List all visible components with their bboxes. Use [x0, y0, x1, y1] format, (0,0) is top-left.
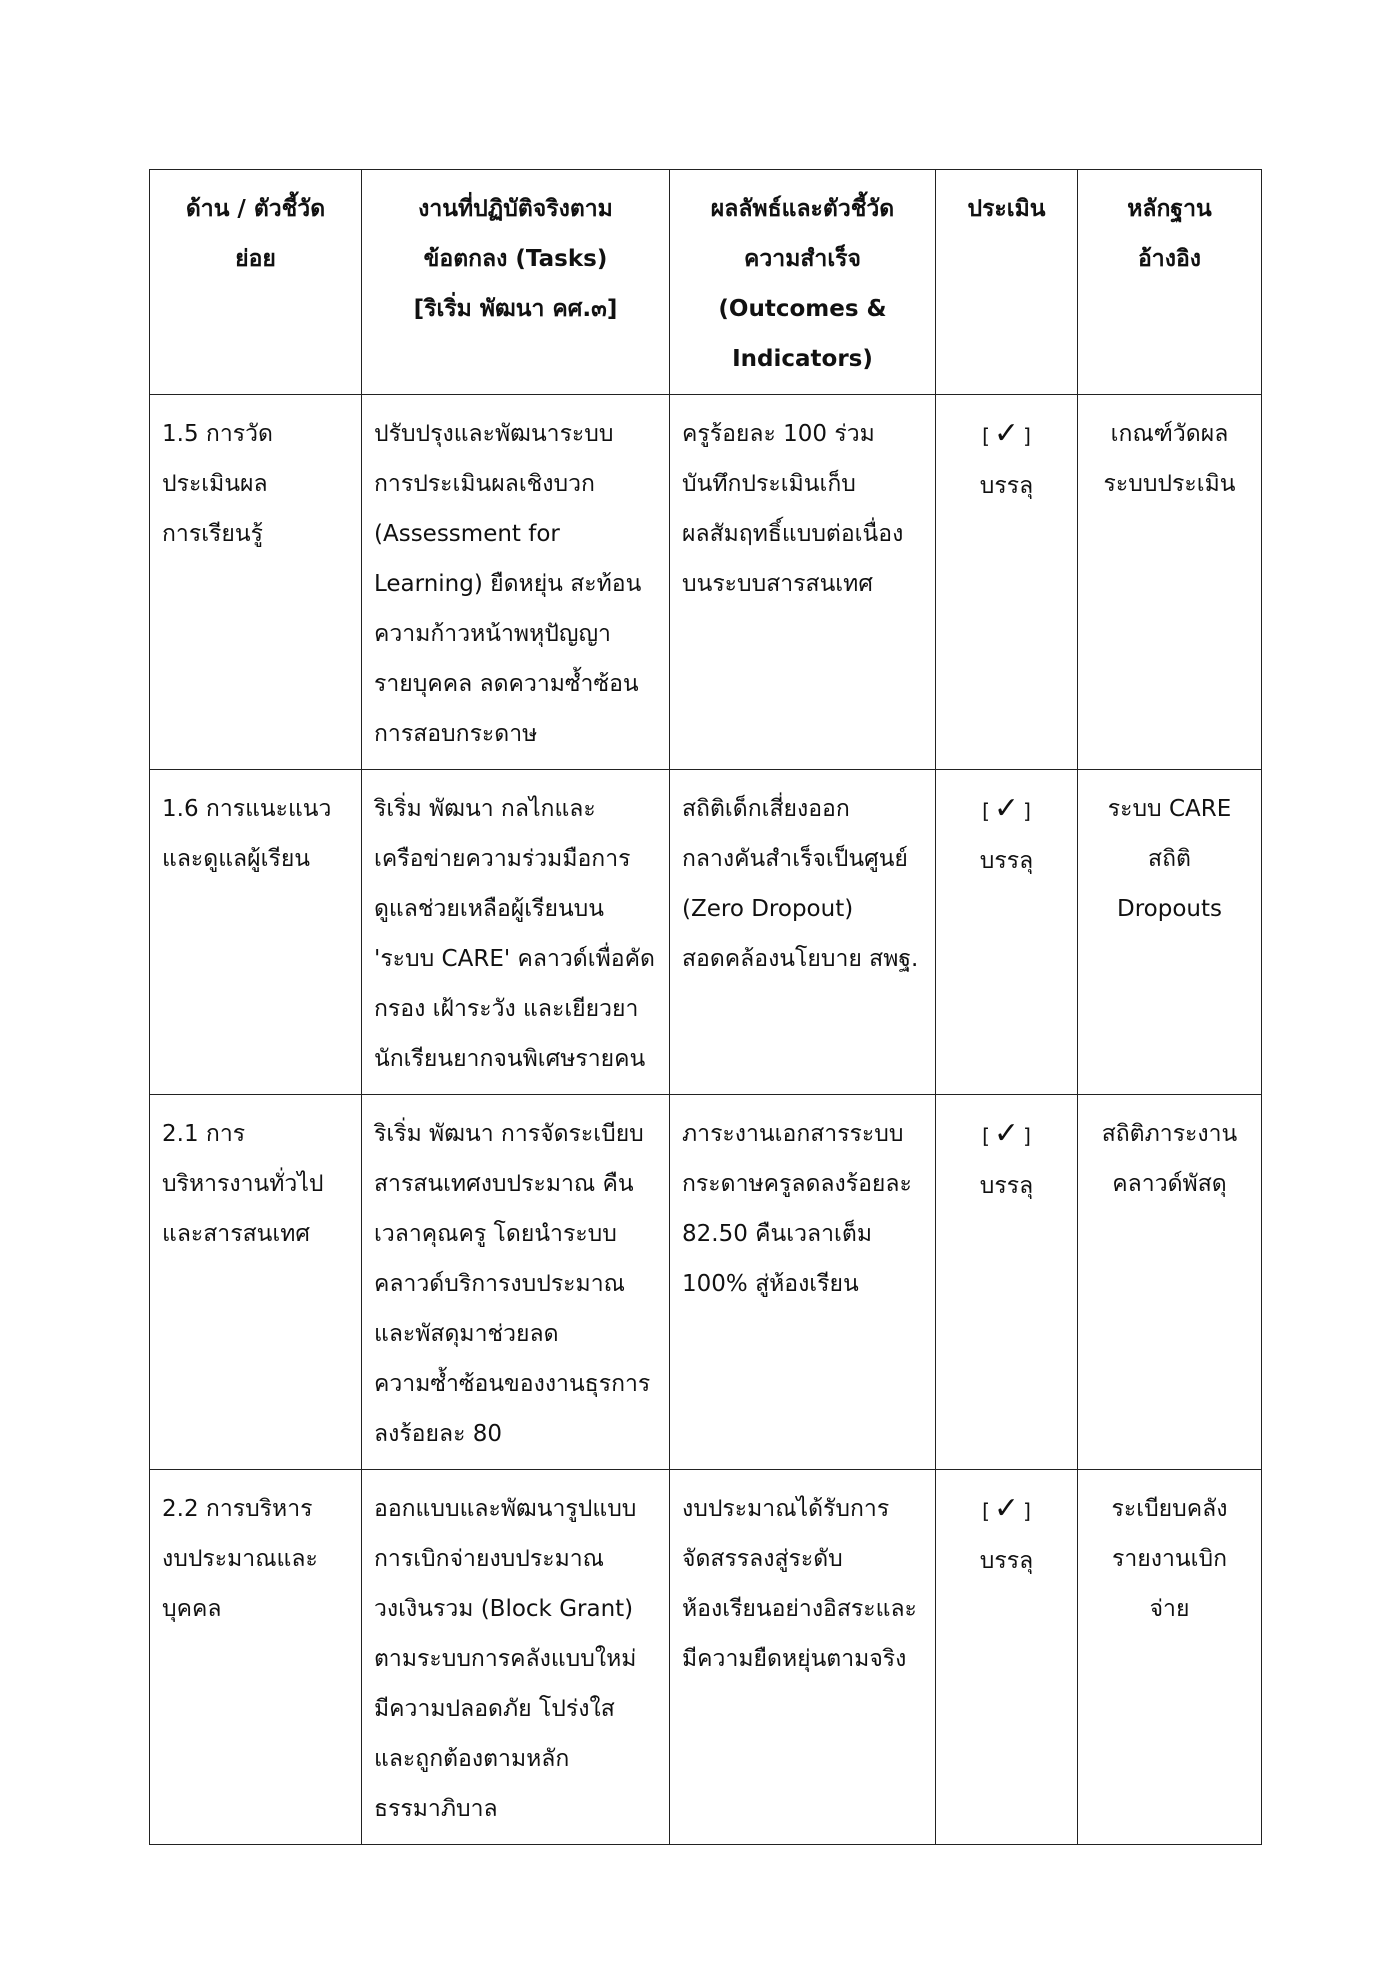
- check-icon: ✓: [993, 791, 1020, 826]
- outcomes-cell-line: 82.50 คืนเวลาเต็ม: [682, 1221, 873, 1247]
- header-line: [ริเริ่ม พัฒนา คศ.๓]: [413, 296, 618, 322]
- header-outcomes: [670, 170, 936, 395]
- outcomes-cell-line: กลางคันสำเร็จเป็นศูนย์: [682, 846, 908, 872]
- bracket-open: [: [982, 799, 990, 823]
- tasks-cell-line: ลงร้อยละ 80: [374, 1421, 502, 1447]
- table-row: [150, 770, 1262, 1095]
- outcomes-cell-line: บันทึกประเมินเก็บ: [682, 471, 856, 497]
- indicator-cell-line: 1.5 การวัด: [162, 421, 273, 447]
- check-icon: ✓: [993, 416, 1020, 451]
- tasks-cell-line: รายบุคคล ลดความซ้ำซ้อน: [374, 671, 639, 697]
- tasks-cell-line: วงเงินรวม (Block Grant): [374, 1596, 634, 1622]
- indicator-cell-line: 2.2 การบริหาร: [162, 1496, 313, 1522]
- outcomes-cell-line: ผลสัมฤทธิ์แบบต่อเนื่อง: [682, 521, 904, 547]
- evidence-cell-line: ระเบียบคลัง: [1111, 1496, 1228, 1522]
- header-line: ผลลัพธ์และตัวชี้วัด: [710, 196, 895, 222]
- bracket-close: ]: [1023, 1499, 1031, 1523]
- header-line: ประเมิน: [967, 196, 1046, 222]
- bracket-open: [: [982, 1499, 990, 1523]
- evidence-cell-line: สถิติ: [1148, 846, 1191, 872]
- tasks-cell-line: ดูแลช่วยเหลือผู้เรียนบน: [374, 896, 604, 922]
- assessment-label: บรรลุ: [979, 1173, 1034, 1199]
- outcomes-cell-line: งบประมาณได้รับการ: [682, 1496, 890, 1522]
- header-line: ข้อตกลง (Tasks): [423, 246, 608, 272]
- check-icon: ✓: [993, 1116, 1020, 1151]
- header-line: (Outcomes &: [718, 296, 887, 322]
- tasks-cell-line: นักเรียนยากจนพิเศษรายคน: [374, 1046, 646, 1072]
- assessment-mark: [948, 784, 1065, 836]
- table-row: [150, 395, 1262, 770]
- header-line: ความสำเร็จ: [743, 246, 862, 272]
- tasks-cell: [362, 395, 670, 770]
- header-line: งานที่ปฏิบัติจริงตาม: [418, 196, 613, 222]
- header-assessment: [936, 170, 1078, 395]
- header-tasks: [362, 170, 670, 395]
- tasks-cell-line: ตามระบบการคลังแบบใหม่: [374, 1646, 637, 1672]
- outcomes-cell-line: ห้องเรียนอย่างอิสระและ: [682, 1596, 917, 1622]
- outcomes-cell-line: ภาระงานเอกสารระบบ: [682, 1121, 904, 1147]
- tasks-cell-line: Learning) ยืดหยุ่น สะท้อน: [374, 571, 642, 597]
- evidence-cell-line: สถิติภาระงาน: [1101, 1121, 1238, 1147]
- table-header-row: [150, 170, 1262, 395]
- bracket-close: ]: [1023, 799, 1031, 823]
- outcomes-cell-line: มีความยืดหยุ่นตามจริง: [682, 1646, 907, 1672]
- assessment-label: บรรลุ: [979, 473, 1034, 499]
- tasks-cell: [362, 1095, 670, 1470]
- indicator-cell-line: และดูแลผู้เรียน: [162, 846, 311, 872]
- indicator-cell-line: การเรียนรู้: [162, 521, 263, 547]
- header-line: Indicators): [732, 346, 873, 372]
- header-line: หลักฐาน: [1127, 196, 1212, 222]
- tasks-cell-line: คลาวด์บริการงบประมาณ: [374, 1271, 625, 1297]
- bracket-close: ]: [1023, 424, 1031, 448]
- tasks-cell-line: ออกแบบและพัฒนารูปแบบ: [374, 1496, 637, 1522]
- evidence-cell-line: รายงานเบิก: [1112, 1546, 1227, 1572]
- tasks-cell-line: ความซ้ำซ้อนของงานธุรการ: [374, 1371, 651, 1397]
- header-indicator: [150, 170, 362, 395]
- tasks-cell-line: กรอง เฝ้าระวัง และเยียวยา: [374, 996, 639, 1022]
- indicator-cell-line: 2.1 การ: [162, 1121, 246, 1147]
- bracket-open: [: [982, 1124, 990, 1148]
- outcomes-cell-line: สถิติเด็กเสี่ยงออก: [682, 796, 850, 822]
- tasks-cell-line: สารสนเทศงบประมาณ คืน: [374, 1171, 634, 1197]
- tasks-cell: [362, 770, 670, 1095]
- outcomes-cell-line: (Zero Dropout): [682, 896, 854, 922]
- outcomes-cell-line: ครูร้อยละ 100 ร่วม: [682, 421, 875, 447]
- evidence-cell: [1078, 1095, 1262, 1470]
- outcomes-cell: [670, 1095, 936, 1470]
- indicator-cell: [150, 1470, 362, 1845]
- evidence-cell-line: จ่าย: [1149, 1596, 1190, 1622]
- outcomes-cell-line: สอดคล้องนโยบาย สพฐ.: [682, 946, 919, 972]
- tasks-cell-line: ปรับปรุงและพัฒนาระบบ: [374, 421, 614, 447]
- tasks-cell-line: การประเมินผลเชิงบวก: [374, 471, 595, 497]
- assessment-label: บรรลุ: [979, 848, 1034, 874]
- table-row: [150, 1095, 1262, 1470]
- assessment-cell: [936, 1470, 1078, 1845]
- assessment-cell: [936, 1095, 1078, 1470]
- evidence-cell-line: คลาวด์พัสดุ: [1112, 1171, 1227, 1197]
- outcomes-cell-line: กระดาษครูลดลงร้อยละ: [682, 1171, 912, 1197]
- indicator-cell: [150, 395, 362, 770]
- evidence-cell: [1078, 770, 1262, 1095]
- evidence-cell: [1078, 395, 1262, 770]
- indicator-cell: [150, 1095, 362, 1470]
- assessment-label: บรรลุ: [979, 1548, 1034, 1574]
- tasks-cell-line: เครือข่ายความร่วมมือการ: [374, 846, 631, 872]
- evidence-cell-line: ระบบ CARE: [1107, 796, 1232, 822]
- indicator-cell-line: บุคคล: [162, 1596, 222, 1622]
- header-evidence: [1078, 170, 1262, 395]
- tasks-cell-line: ธรรมาภิบาล: [374, 1796, 498, 1822]
- outcomes-cell: [670, 395, 936, 770]
- tasks-cell-line: การสอบกระดาษ: [374, 721, 538, 747]
- outcomes-cell-line: 100% สู่ห้องเรียน: [682, 1271, 859, 1297]
- performance-table: [149, 169, 1262, 1845]
- indicator-cell-line: 1.6 การแนะแนว: [162, 796, 332, 822]
- header-line: ย่อย: [235, 246, 276, 272]
- tasks-cell-line: 'ระบบ CARE' คลาวด์เพื่อคัด: [374, 946, 655, 972]
- tasks-cell-line: ริเริ่ม พัฒนา การจัดระเบียบ: [374, 1121, 644, 1147]
- tasks-cell-line: ริเริ่ม พัฒนา กลไกและ: [374, 796, 596, 822]
- evidence-cell-line: เกณฑ์วัดผล: [1110, 421, 1229, 447]
- assessment-cell: [936, 770, 1078, 1095]
- tasks-cell: [362, 1470, 670, 1845]
- indicator-cell-line: ประเมินผล: [162, 471, 268, 497]
- table-row: [150, 1470, 1262, 1845]
- outcomes-cell-line: บนระบบสารสนเทศ: [682, 571, 873, 597]
- indicator-cell-line: และสารสนเทศ: [162, 1221, 310, 1247]
- tasks-cell-line: (Assessment for: [374, 521, 560, 547]
- bracket-close: ]: [1023, 1124, 1031, 1148]
- outcomes-cell: [670, 770, 936, 1095]
- indicator-cell-line: งบประมาณและ: [162, 1546, 318, 1572]
- indicator-cell: [150, 770, 362, 1095]
- tasks-cell-line: และพัสดุมาช่วยลด: [374, 1321, 559, 1347]
- assessment-mark: [948, 409, 1065, 461]
- evidence-cell-line: ระบบประเมิน: [1103, 471, 1236, 497]
- assessment-cell: [936, 395, 1078, 770]
- assessment-mark: [948, 1109, 1065, 1161]
- outcomes-cell: [670, 1470, 936, 1845]
- tasks-cell-line: ความก้าวหน้าพหุปัญญา: [374, 621, 611, 647]
- check-icon: ✓: [993, 1491, 1020, 1526]
- evidence-cell: [1078, 1470, 1262, 1845]
- bracket-open: [: [982, 424, 990, 448]
- tasks-cell-line: เวลาคุณครู โดยนำระบบ: [374, 1221, 617, 1247]
- table-body: [150, 395, 1262, 1845]
- evidence-cell-line: Dropouts: [1117, 896, 1222, 922]
- header-line: ด้าน / ตัวชี้วัด: [185, 196, 326, 222]
- tasks-cell-line: และถูกต้องตามหลัก: [374, 1746, 570, 1772]
- header-line: อ้างอิง: [1137, 246, 1201, 272]
- tasks-cell-line: มีความปลอดภัย โปร่งใส: [374, 1696, 615, 1722]
- tasks-cell-line: การเบิกจ่ายงบประมาณ: [374, 1546, 604, 1572]
- assessment-mark: [948, 1484, 1065, 1536]
- indicator-cell-line: บริหารงานทั่วไป: [162, 1171, 324, 1197]
- outcomes-cell-line: จัดสรรลงสู่ระดับ: [682, 1546, 843, 1572]
